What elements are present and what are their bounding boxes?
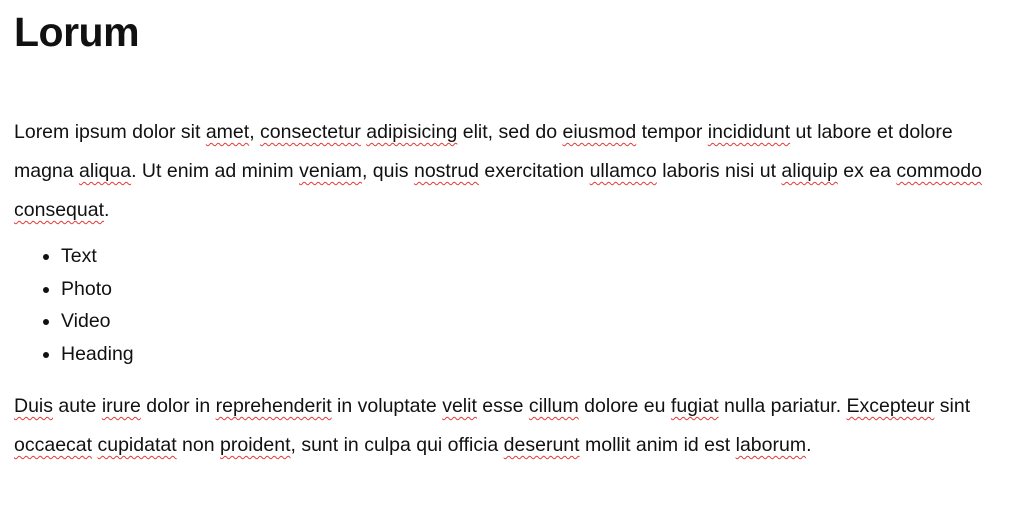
list-item: • Heading	[61, 338, 1010, 371]
text-segment: Lorem ipsum dolor sit	[14, 121, 206, 143]
misspelled-word[interactable]: velit	[442, 395, 477, 417]
closing-paragraph[interactable]	[14, 387, 1010, 465]
misspelled-word[interactable]: deserunt	[503, 434, 580, 456]
misspelled-word[interactable]: nostrud	[413, 160, 480, 182]
text-segment: ,	[249, 121, 261, 143]
text-segment: non	[176, 434, 221, 456]
misspelled-word[interactable]: proident	[220, 434, 291, 456]
text-segment: . Ut enim ad minim	[131, 160, 300, 182]
text-segment: nulla pariatur.	[718, 395, 847, 417]
text-segment: mollit anim id est	[579, 434, 736, 456]
misspelled-word[interactable]: irure	[101, 395, 141, 417]
text-segment: , quis	[361, 160, 414, 182]
misspelled-word[interactable]: consequat	[14, 199, 104, 221]
misspelled-word[interactable]: aliquip	[781, 160, 838, 182]
text-segment: .	[806, 434, 812, 456]
text-segment: laboris nisi ut	[656, 160, 782, 182]
misspelled-word[interactable]: Excepteur	[846, 395, 935, 417]
misspelled-word[interactable]: ullamco	[589, 160, 657, 182]
misspelled-word[interactable]: commodo	[896, 160, 982, 182]
misspelled-word[interactable]: cupidatat	[97, 434, 177, 456]
list-item: • Video	[61, 305, 1010, 338]
list-item: • Photo	[61, 273, 1010, 306]
text-segment: aute	[53, 395, 102, 417]
text-segment: ex ea	[837, 160, 897, 182]
misspelled-word[interactable]: consectetur	[260, 121, 361, 143]
misspelled-word[interactable]: adipisicing	[366, 121, 458, 143]
misspelled-word[interactable]: fugiat	[670, 395, 719, 417]
misspelled-word[interactable]: cillum	[528, 395, 579, 417]
text-segment: elit, sed do	[457, 121, 563, 143]
text-segment: dolor in	[140, 395, 216, 417]
text-segment: esse	[476, 395, 529, 417]
misspelled-word[interactable]: veniam	[299, 160, 362, 182]
text-segment: sint	[934, 395, 971, 417]
misspelled-word[interactable]: eiusmod	[562, 121, 637, 143]
misspelled-word[interactable]: incididunt	[707, 121, 791, 143]
text-segment: dolore eu	[578, 395, 671, 417]
misspelled-word[interactable]: Duis	[14, 395, 54, 417]
text-segment: tempor	[636, 121, 708, 143]
page-title: Lorum	[14, 9, 140, 55]
bullet-list	[14, 240, 1010, 370]
text-segment: , sunt in culpa qui officia	[290, 434, 504, 456]
text-segment: .	[104, 199, 110, 221]
text-segment: exercitation	[479, 160, 590, 182]
text-segment: in voluptate	[331, 395, 443, 417]
misspelled-word[interactable]: occaecat	[14, 434, 93, 456]
misspelled-word[interactable]: amet	[205, 121, 250, 143]
misspelled-word[interactable]: laborum	[735, 434, 807, 456]
text-segment: ut labore et dolore magna	[14, 121, 953, 182]
intro-paragraph[interactable]	[14, 113, 1010, 230]
list-item: • Text	[61, 240, 1010, 273]
misspelled-word[interactable]: reprehenderit	[215, 395, 332, 417]
misspelled-word[interactable]: aliqua	[79, 160, 132, 182]
